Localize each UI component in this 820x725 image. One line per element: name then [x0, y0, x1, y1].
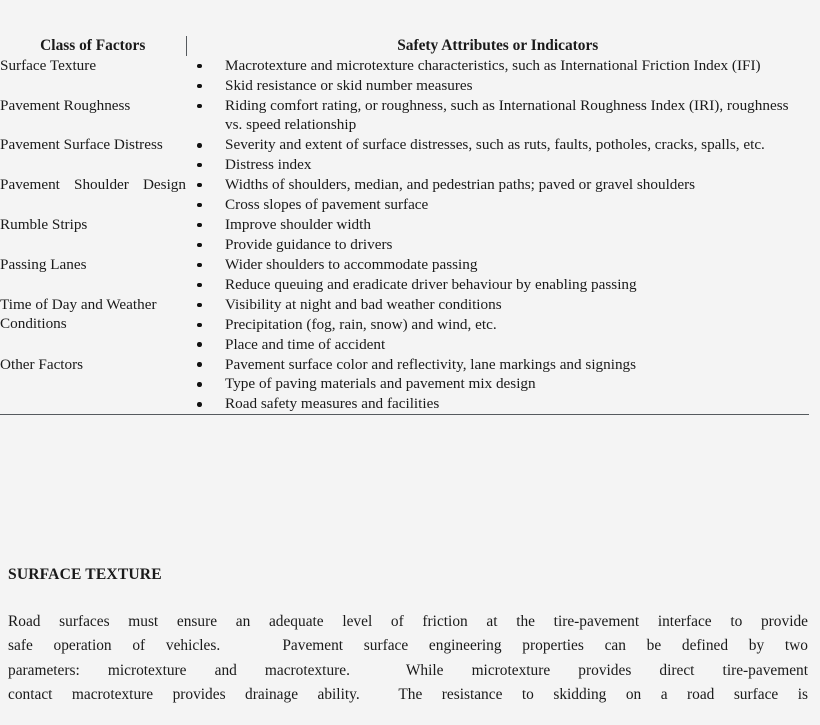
bullet-dot-icon — [197, 223, 202, 228]
attribute-bullet-list — [186, 175, 809, 214]
cell-safety-attributes — [186, 175, 809, 215]
table-header — [0, 36, 809, 56]
cell-safety-attributes — [186, 96, 809, 135]
cell-class-of-factors: Time of Day and Weather Conditions — [0, 295, 157, 333]
paragraph-line: parameters: microtexture and macrotexture. While microtexture provides direct tire-pavement — [8, 661, 808, 679]
bullet-dot-icon — [197, 263, 202, 268]
safety-attributes-table — [0, 36, 809, 415]
attribute-bullet-text: Pavement surface color and reflectivity, lane markings and signings — [225, 355, 637, 373]
attribute-bullet-list — [186, 255, 809, 294]
section-heading-surface-texture: SURFACE TEXTURE — [8, 566, 162, 583]
body-paragraph — [8, 610, 808, 708]
attribute-bullet-item — [186, 175, 809, 194]
bullet-dot-icon — [197, 283, 202, 288]
cell-class-of-factors: Pavement Roughness — [0, 96, 131, 114]
cell-class-of-factors: Rumble Strips — [0, 215, 88, 233]
bullet-dot-icon — [197, 203, 202, 208]
bullet-dot-icon — [197, 163, 202, 168]
attribute-bullet-item — [186, 255, 809, 274]
attribute-bullet-item — [186, 235, 809, 254]
attribute-bullet-item — [186, 295, 809, 314]
attribute-bullet-item — [186, 215, 809, 234]
table-row — [0, 355, 809, 415]
cell-safety-attributes — [186, 355, 809, 415]
attribute-bullet-text: Macrotexture and microtexture characteristics, such as International Friction Index (IFI) — [225, 56, 761, 74]
attribute-bullet-item — [186, 155, 809, 174]
bullet-dot-icon — [197, 382, 202, 387]
cell-class-of-factors: Other Factors — [0, 355, 186, 415]
attribute-bullet-item — [186, 76, 809, 95]
attribute-bullet-text: Wider shoulders to accommodate passing — [225, 255, 478, 273]
attribute-bullet-item — [186, 394, 809, 413]
attribute-bullet-text: Visibility at night and bad weather conditions — [225, 295, 502, 313]
table-row — [0, 295, 809, 355]
attribute-bullet-item — [186, 56, 809, 75]
cell-safety-attributes — [186, 56, 809, 96]
table-row — [0, 215, 809, 255]
bullet-dot-icon — [197, 183, 202, 188]
attribute-bullet-text: Skid resistance or skid number measures — [225, 76, 473, 94]
attribute-bullet-list — [186, 215, 809, 254]
attribute-bullet-item — [186, 335, 809, 354]
bullet-dot-icon — [197, 362, 202, 367]
attribute-bullet-text: Road safety measures and facilities — [225, 395, 440, 413]
bullet-dot-icon — [197, 84, 202, 89]
attribute-bullet-text: Reduce queuing and eradicate driver behaviour by enabling passing — [225, 275, 637, 293]
attribute-bullet-item — [186, 315, 809, 334]
paragraph-line: contact macrotexture provides drainage ability. The resistance to skidding on a road surface is — [8, 686, 808, 704]
table-header-row — [0, 36, 809, 56]
attribute-bullet-item — [186, 275, 809, 294]
bullet-dot-icon — [197, 64, 202, 69]
attribute-bullet-text: Type of paving materials and pavement mix design — [225, 375, 536, 393]
attribute-bullet-list — [186, 295, 809, 354]
attribute-bullet-text: Cross slopes of pavement surface — [225, 195, 429, 213]
attribute-bullet-list — [186, 135, 809, 174]
bullet-dot-icon — [197, 303, 202, 308]
bullet-dot-icon — [197, 104, 202, 109]
attribute-bullet-list — [186, 56, 809, 95]
table-row — [0, 135, 809, 175]
table-row — [0, 56, 809, 96]
attribute-bullet-list — [186, 355, 809, 414]
attribute-bullet-text: Distress index — [225, 155, 312, 173]
cell-class-of-factors: Pavement Shoulder Design — [0, 175, 186, 193]
paragraph-line: Road surfaces must ensure an adequate level of friction at the tire-pavement interface to provide — [8, 613, 808, 630]
cell-class-of-factors: Passing Lanes — [0, 255, 87, 273]
cell-class-of-factors: Surface Texture — [0, 56, 97, 74]
attribute-bullet-item — [186, 374, 809, 393]
bullet-dot-icon — [197, 143, 202, 148]
attribute-bullet-text: Place and time of accident — [225, 335, 386, 353]
attribute-bullet-item — [186, 355, 809, 374]
cell-safety-attributes — [186, 295, 809, 355]
bullet-dot-icon — [197, 342, 202, 347]
attribute-bullet-text: Riding comfort rating, or roughness, such as International Roughness Index (IRI), roughness vs. speed relationship — [225, 96, 789, 134]
cell-safety-attributes — [186, 135, 809, 175]
attribute-bullet-text: Severity and extent of surface distresses, such as ruts, faults, potholes, cracks, spalls, etc. — [225, 136, 765, 154]
table-body — [0, 56, 809, 415]
attribute-bullet-text: Provide guidance to drivers — [225, 235, 393, 253]
cell-safety-attributes — [186, 255, 809, 295]
table-row — [0, 255, 809, 295]
attribute-bullet-text: Precipitation (fog, rain, snow) and wind, etc. — [225, 315, 497, 333]
attribute-bullet-list — [186, 96, 809, 135]
attribute-bullet-item — [186, 135, 809, 154]
paragraph-line: safe operation of vehicles. Pavement surface engineering properties can be defined by two — [8, 637, 808, 655]
bullet-dot-icon — [197, 323, 202, 328]
cell-class-of-factors: Pavement Surface Distress — [0, 136, 163, 154]
bullet-dot-icon — [197, 402, 202, 407]
attribute-bullet-text: Improve shoulder width — [225, 215, 371, 233]
attribute-bullet-item — [186, 195, 809, 214]
column-header-class-of-factors: Class of Factors — [0, 36, 186, 56]
cell-safety-attributes — [186, 215, 809, 255]
table-row — [0, 175, 809, 215]
attribute-bullet-text: Widths of shoulders, median, and pedestrian paths; paved or gravel shoulders — [225, 175, 696, 193]
column-header-safety-attributes: Safety Attributes or Indicators — [397, 37, 599, 54]
table-row — [0, 96, 809, 135]
attribute-bullet-item — [186, 96, 809, 135]
bullet-dot-icon — [197, 243, 202, 248]
